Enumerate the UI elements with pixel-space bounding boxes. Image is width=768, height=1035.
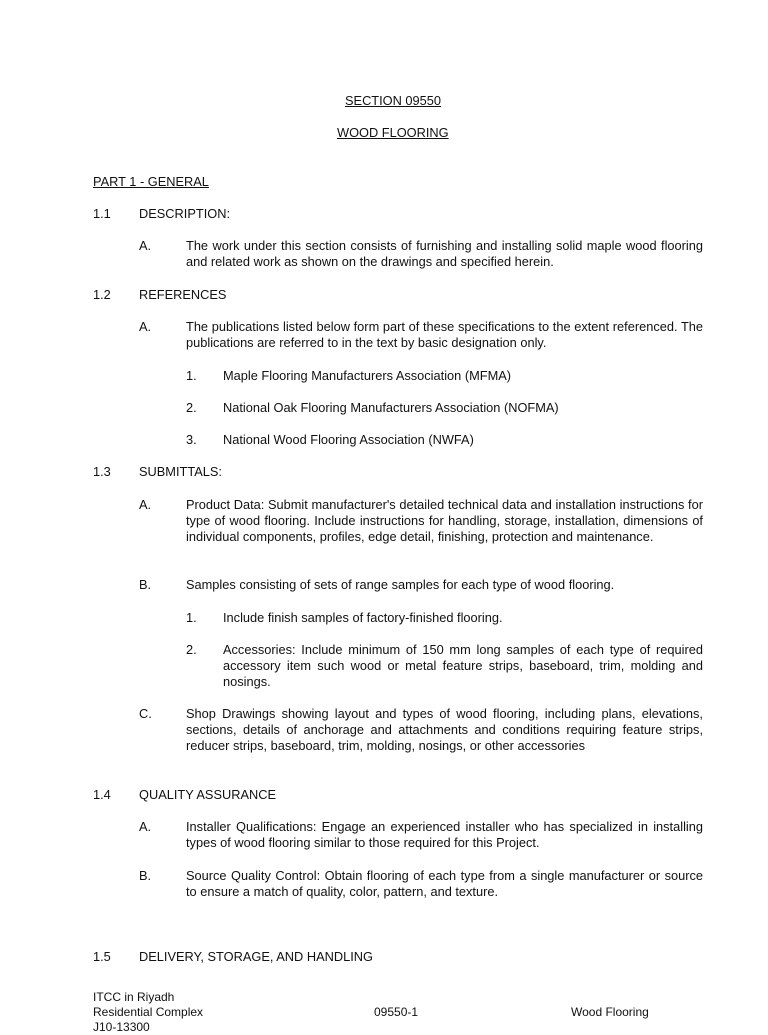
paragraph-text: The work under this section consists of furnishing and installing solid maple wood flooring and related work as shown on the drawings and specified herein.	[186, 238, 703, 269]
list-item-text: Include finish samples of factory-finished flooring.	[223, 610, 503, 625]
list-item-number: 3.	[186, 432, 197, 447]
article-heading: DESCRIPTION:	[139, 206, 231, 221]
article-heading: DELIVERY, STORAGE, AND HANDLING	[139, 949, 373, 964]
paragraph-label: A.	[139, 319, 152, 334]
footer-page-number: 09550-1	[374, 1005, 419, 1019]
paragraph-label: C.	[139, 706, 152, 721]
paragraph-text: The publications listed below form part of these specifications to the extent referenced. The publications are referred to in the text by basic designation only.	[186, 319, 703, 350]
article-heading: SUBMITTALS:	[139, 464, 222, 479]
article-number: 1.1	[93, 206, 111, 221]
footer-project-sub: Residential Complex	[93, 1005, 204, 1019]
list-item-text: National Wood Flooring Association (NWFA)	[223, 432, 474, 447]
paragraph-text: Product Data: Submit manufacturer's detailed technical data and installation instructions for type of wood flooring. Include instructions for handling, storage, installation, dimensions of individual components, profiles, edge detail, finishing, protection and maintenance.	[186, 497, 703, 544]
article-number: 1.4	[93, 787, 111, 802]
list-item-number: 2.	[186, 400, 197, 415]
footer-project-code: J10-13300	[93, 1020, 150, 1034]
paragraph-label: B.	[139, 868, 152, 883]
list-item-text: Accessories: Include minimum of 150 mm long samples of each type of required accessory item such wood or metal feature strips, baseboard, trim, molding and nosings.	[223, 642, 703, 689]
list-item-number: 1.	[186, 610, 197, 625]
article-number: 1.3	[93, 464, 111, 479]
list-item-text: Maple Flooring Manufacturers Association (MFMA)	[223, 368, 512, 383]
article-number: 1.5	[93, 949, 111, 964]
paragraph-label: A.	[139, 238, 152, 253]
article-heading: REFERENCES	[139, 287, 227, 302]
section-number: SECTION 09550	[345, 93, 442, 108]
paragraph-label: A.	[139, 819, 152, 834]
paragraph-text: Installer Qualifications: Engage an experienced installer who has specialized in installing types of wood flooring similar to those required for this Project.	[186, 819, 703, 850]
paragraph-text: Source Quality Control: Obtain flooring of each type from a single manufacturer or source to ensure a match of quality, color, pattern, and texture.	[186, 868, 703, 899]
footer-project: ITCC in Riyadh	[93, 990, 175, 1004]
list-item-number: 2.	[186, 642, 197, 657]
article-number: 1.2	[93, 287, 111, 302]
footer-document-title: Wood Flooring	[571, 1005, 649, 1019]
paragraph-text: Shop Drawings showing layout and types of wood flooring, including plans, elevations, sections, details of anchorage and attachments and conditions requiring feature strips, reducer strips, baseboard, trim, molding, nosings, or other accessories	[186, 706, 703, 753]
paragraph-text: Samples consisting of sets of range samples for each type of wood flooring.	[186, 577, 615, 592]
section-title: WOOD FLOORING	[337, 125, 449, 140]
paragraph-label: B.	[139, 577, 152, 592]
article-heading: QUALITY ASSURANCE	[139, 787, 277, 802]
list-item-text: National Oak Flooring Manufacturers Association (NOFMA)	[223, 400, 559, 415]
part-heading: PART 1 - GENERAL	[93, 174, 209, 189]
list-item-number: 1.	[186, 368, 197, 383]
paragraph-label: A.	[139, 497, 152, 512]
